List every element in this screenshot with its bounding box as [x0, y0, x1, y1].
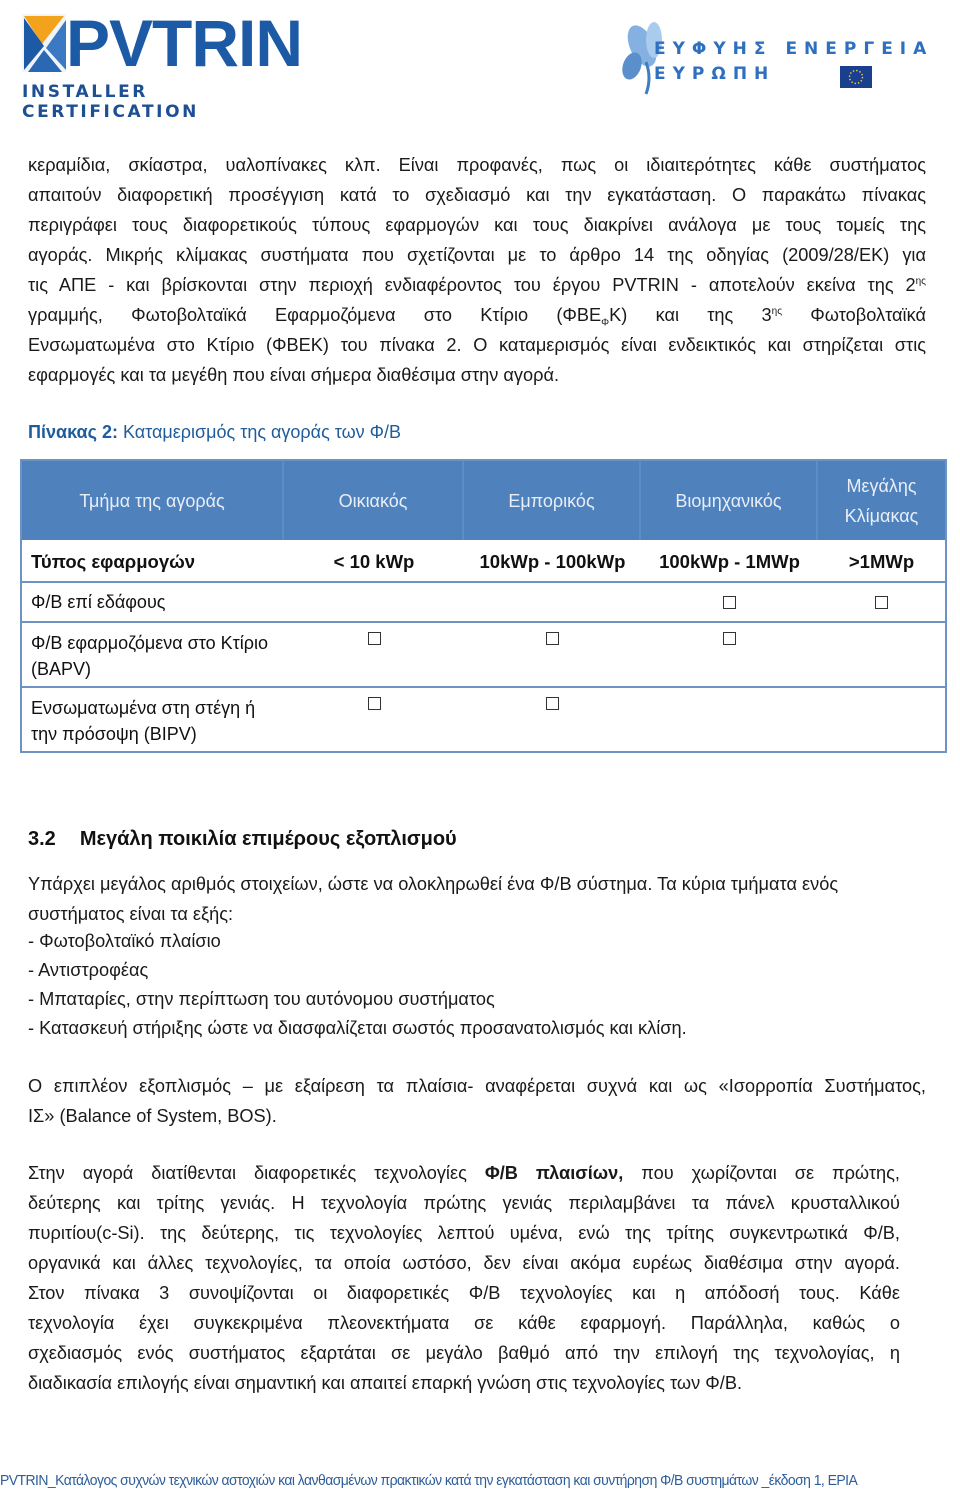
check-cell — [464, 583, 641, 621]
check-cell — [284, 583, 464, 621]
table-cell: >1MWp — [848, 551, 915, 572]
table-header-cell: Οικιακός — [284, 461, 464, 540]
checkbox-icon — [368, 697, 381, 710]
pvtrin-logo — [20, 6, 320, 122]
ordinal-sup: ης — [771, 305, 783, 317]
intro-line-with-sub — [28, 300, 926, 330]
intelligent-energy-title: ΕΥΦΥΗΣ ΕΝΕΡΓΕΙΑ — [654, 39, 934, 59]
table-cell: < 10 kWp — [333, 551, 415, 572]
table-row-label: Ενσωματωμένα στη στέγη ή την πρόσοψη (BIPV) — [31, 698, 256, 744]
section-number: 3.2 — [28, 828, 56, 850]
paragraph-line: διαδικασία επιλογής είναι σημαντική και απαιτεί επαρκή γνώση στις τεχνολογίες των Φ/Β. — [28, 1373, 742, 1393]
phi-sub: Φ — [601, 317, 610, 329]
intro-line: Ενσωματωμένα στο Κτίριο (ΦΒΕΚ) του πίνακα 2. Ο καταμερισμός είναι ενδεικτικός και στηρίζεται στις — [28, 335, 926, 355]
paragraph-line: σχεδιασμός ενός συστήματος εξαρτάται σε μεγάλο βαθμό από την επιλογή της τεχνολογίας, η — [28, 1343, 900, 1363]
table-header-row — [22, 461, 945, 540]
technologies-paragraph — [28, 1158, 900, 1398]
list-item: - Κατασκευή στήριξης ώστε να διασφαλίζεται σωστός προσανατολισμός και κλίση. — [28, 1018, 687, 1038]
europe-title: ΕΥΡΩΠΗ — [654, 64, 776, 84]
intro-line-with-sup — [28, 270, 926, 300]
bos-paragraph — [28, 1071, 926, 1131]
table-cell: 100kWp - 1MWp — [659, 551, 800, 572]
table-type-row — [22, 543, 945, 581]
paragraph-text: Στην αγορά διατίθενται διαφορετικές τεχνολογίες — [28, 1163, 485, 1183]
paragraph-text: που χωρίζονται σε πρώτης, — [623, 1163, 900, 1183]
section-title: Μεγάλη ποικιλία επιμέρους εξοπλισμού — [79, 828, 457, 850]
checkbox-icon — [368, 632, 381, 645]
check-cell — [641, 583, 818, 621]
list-item: - Μπαταρίες, στην περίπτωση του αυτόνομου συστήματος — [28, 989, 495, 1009]
intro-text: τις ΑΠΕ - και βρίσκονται στην περιοχή ενδιαφέροντος του έργου PVTRIN - αποτελούν εκείνα της 2 — [28, 275, 916, 295]
paragraph-line: τεχνολογία έχει συγκεκριμένα πλεονεκτήματα σε κάθε εφαρμογή. Παράλληλα, καθώς ο — [28, 1313, 900, 1333]
table-row-label: Φ/Β εφαρμοζόμενα στο Κτίριο (BAPV) — [31, 633, 268, 679]
check-cell — [464, 688, 641, 751]
paragraph-line: Στον πίνακα 3 συνοψίζονται οι διαφορετικές Φ/Β τεχνολογίες και η απόδοσή τους. Κάθε — [28, 1283, 900, 1303]
checkbox-icon — [723, 596, 736, 609]
check-cell — [818, 583, 945, 621]
table-header-cell: Τμήμα της αγοράς — [22, 461, 284, 540]
table-row — [22, 581, 945, 621]
check-cell — [284, 688, 464, 751]
bold-term: Φ/Β πλαισίων, — [484, 1163, 624, 1183]
table-row — [22, 686, 945, 751]
page-footer: PVTRIN_Κατάλογος συχνών τεχνικών αστοχιών και λανθασμένων πρακτικών κατά την εγκατάσταση και συντήρηση Φ/Β συστημάτων _έκδοση 1, EPIA — [0, 1472, 858, 1489]
table-row-label: Φ/Β επί εδάφους — [31, 592, 166, 612]
table-cell: Τύπος εφαρμογών — [31, 551, 196, 572]
check-cell — [641, 623, 818, 686]
table-cell: 10kWp - 100kWp — [479, 551, 626, 572]
intro-text: γραμμής, Φωτοβολταϊκά Εφαρμοζόμενα στο Κτίριο (ΦΒΕ — [28, 305, 602, 325]
paragraph-line: ΙΣ» (Balance of System, BOS). — [28, 1106, 277, 1126]
check-cell — [818, 688, 945, 751]
intro-line: εφαρμογές και τα μεγέθη που είναι σήμερα διαθέσιμα στην αγορά. — [28, 365, 560, 385]
intro-text: Φωτοβολταϊκά — [782, 305, 926, 325]
checkbox-icon — [723, 632, 736, 645]
checkbox-icon — [546, 697, 559, 710]
eu-flag-icon — [840, 66, 872, 88]
table-header-cell: Βιομηχανικός — [641, 461, 818, 540]
table-header-cell: Εμπορικός — [464, 461, 641, 540]
check-cell — [464, 623, 641, 686]
table-caption-text: Καταμερισμός της αγοράς των Φ/Β — [117, 422, 402, 442]
check-cell — [818, 623, 945, 686]
intro-line: κεραμίδια, σκίαστρα, υαλοπίνακες κλπ. Είναι προφανές, πως οι ιδιαιτερότητες κάθε συστήματος — [28, 155, 926, 175]
paragraph-line: οργανικά και άλλες τεχνολογίες, τα οποία ωστόσο, δεν είναι ακόμα ευρέως διαθέσιμα στην αγορά. — [28, 1253, 900, 1273]
paragraph-line: πυριτίου(c-Si). της δεύτερης, τις τεχνολογίες λεπτού υμένα, ενώ της τρίτης συγκεντρωτικά Φ/Β, — [28, 1223, 900, 1243]
paragraph-line — [28, 1158, 900, 1188]
paragraph-line: Ο επιπλέον εξοπλισμός – με εξαίρεση τα πλαίσια- αναφέρεται συχνά και ως «Ισορροπία Συστήματος, — [28, 1076, 926, 1096]
intro-line: αγοράς. Μικρής κλίμακας συστήματα που σχετίζονται με το άρθρο 14 της οδηγίας (2009/28/ΕΚ) για — [28, 245, 926, 265]
paragraph-line: συστήματος είναι τα εξής: — [28, 904, 234, 924]
components-intro-paragraph — [28, 869, 926, 929]
eu-intelligent-energy-logo — [620, 18, 955, 98]
market-segment-table — [20, 459, 947, 753]
checkbox-icon — [875, 596, 888, 609]
paragraph-line: Υπάρχει μεγάλος αριθμός στοιχείων, ώστε να ολοκληρωθεί ένα Φ/Β σύστημα. Τα κύρια τμήματα ενός — [28, 874, 839, 894]
intro-text: Κ) και της 3 — [609, 305, 772, 325]
check-cell — [284, 623, 464, 686]
intro-paragraph — [28, 150, 926, 390]
paragraph-line: δεύτερης και τρίτης γενιάς. Η τεχνολογία πρώτης γενιάς περιλαμβάνει τα πάνελ κρυσταλλικού — [28, 1193, 900, 1213]
components-list — [28, 927, 687, 1043]
intro-line: απαιτούν διαφορετική προσέγγιση κατά το σχεδιασμό και την εγκατάσταση. Ο παρακάτω πίνακας — [28, 185, 926, 205]
section-heading — [28, 828, 457, 851]
pvtrin-wordmark: PVTRIN — [66, 6, 303, 80]
installer-certification-text: INSTALLER CERTIFICATION — [22, 82, 199, 122]
intro-line: περιγράφει τους διαφορετικούς τύπους εφαρμογών και τους διακρίνει ανάλογα με τους τομείς της — [28, 215, 926, 235]
table-header-cell: Μεγάλης Κλίμακας — [844, 475, 919, 526]
list-item: - Φωτοβολταϊκό πλαίσιο — [28, 931, 221, 951]
table-caption — [28, 422, 401, 443]
sun-emblem-icon — [20, 10, 72, 78]
table-row — [22, 621, 945, 686]
list-item: - Αντιστροφέας — [28, 960, 149, 980]
check-cell — [641, 688, 818, 751]
checkbox-icon — [546, 632, 559, 645]
table-caption-label: Πίνακας 2: — [28, 422, 118, 442]
ordinal-sup: ης — [915, 275, 926, 287]
